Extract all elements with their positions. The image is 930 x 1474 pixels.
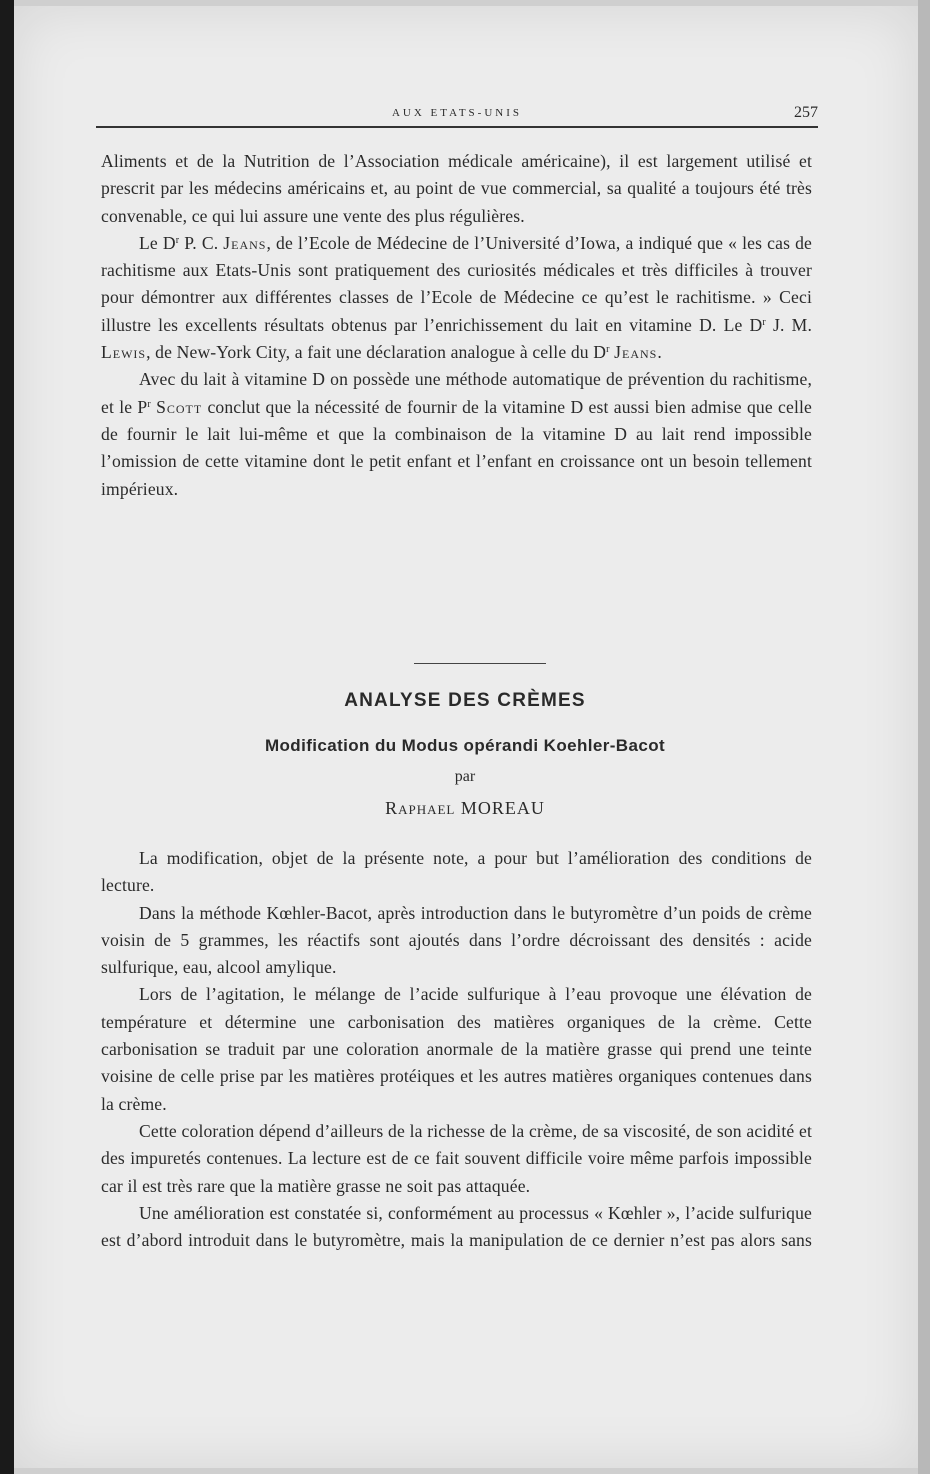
body-text-block-1 [101, 148, 812, 503]
running-head [96, 104, 818, 126]
text-run: conclut que la nécessité de fournir de la vitamine D est aussi bien admise que celle de fournir le lait lui-même et que la combinaison de la vitamine D au lait rend impossible l’omission de cette vitamine dont le petit enfant et l’enfant en croissance ont un besoin tellement impérieux. [101, 396, 812, 499]
author-last-name: MOREAU [460, 798, 545, 818]
header-rule [96, 126, 818, 128]
author-name: Jeans [614, 342, 658, 363]
page-number: 257 [794, 104, 818, 121]
byline: par [454, 768, 476, 785]
section-title: ANALYSE DES CRÈMES [344, 690, 586, 711]
superscript: r [762, 316, 766, 328]
text-run: . [657, 342, 662, 363]
paragraph-text: Aliments et de la Nutrition de l’Association médicale américaine), il est largement utilisé et prescrit par les médecins américains et, au point de vue commercial, sa qualité a toujours été très convenable, ce qui lui assure une vente des plus régulières. [101, 151, 812, 226]
paragraph: La modification, objet de la présente note, a pour but l’amélioration des conditions de lecture. [101, 848, 812, 896]
paragraph: Dans la méthode Kœhler-Bacot, après introduction dans le butyromètre d’un poids de crème voisin de 5 grammes, les réactifs sont ajoutés dans l’ordre décroissant des densités : acide sulfurique, eau, alcool amylique. [101, 902, 812, 978]
text-run: , de New-York City, a fait une déclaration analogue à celle du D [146, 342, 607, 363]
paragraph: Cette coloration dépend d’ailleurs de la richesse de la crème, de sa viscosité, de son acidité et des impuretés contenues. La lecture est de ce fait souvent difficile voire même parfois impossible car il est très rare que la matière grasse ne soit pas attaquée. [101, 1120, 812, 1196]
superscript: r [175, 234, 180, 246]
body-text-block-2 [101, 845, 812, 1254]
paragraph: Lors de l’agitation, le mélange de l’acide sulfurique à l’eau provoque une élévation de température et détermine une carbonisation des matières organiques de la crème. Cette carbonisation se traduit par une coloration anormale de la matière grasse qui prend une teinte voisine de celle prise par les matières protéiques et les autres matières organiques contenues dans la crème. [101, 984, 812, 1114]
paragraph [101, 230, 812, 366]
paragraph [101, 148, 812, 230]
author-name: Lewis [101, 342, 147, 363]
text-run: Avec du lait à vitamine D on possède une méthode automatique de prévention du rachitisme, et le P [101, 369, 812, 417]
paragraph: Une amélioration est constatée si, conformément au processus « Kœhler », l’acide sulfurique est d’abord introduit dans le butyromètre, mais la manipulation de ce dernier n’est pas alors sans [101, 1202, 812, 1251]
author-name: Jeans [223, 232, 267, 253]
author-first-name: Raphael [385, 798, 456, 818]
text-run: P. C. [179, 232, 224, 253]
running-head-title: AUX ETATS-UNIS [391, 107, 523, 119]
author [0, 798, 930, 819]
paragraph [101, 366, 812, 502]
author-name: Scott [156, 396, 203, 417]
text-run: Le D [139, 232, 176, 253]
superscript: r [147, 398, 151, 410]
section-subtitle: Modification du Modus opérandi Koehler-Bacot [264, 736, 666, 755]
text-run: J. M. [765, 314, 812, 335]
section-divider [414, 663, 546, 664]
superscript: r [606, 344, 610, 356]
text-run: , de l’Ecole de Médecine de l’Université d’Iowa, a indiqué que « les cas de rachitisme aux Etats-Unis sont pratiquement des curiosités médicales et très difficiles à trouver pour démontrer aux différentes classes de l’Ecole de Médecine ce qu’est le rachitisme. » Ceci illustre les excellents résultats obtenus par l’enrichissement du lait en vitamine D. Le D [101, 232, 812, 335]
